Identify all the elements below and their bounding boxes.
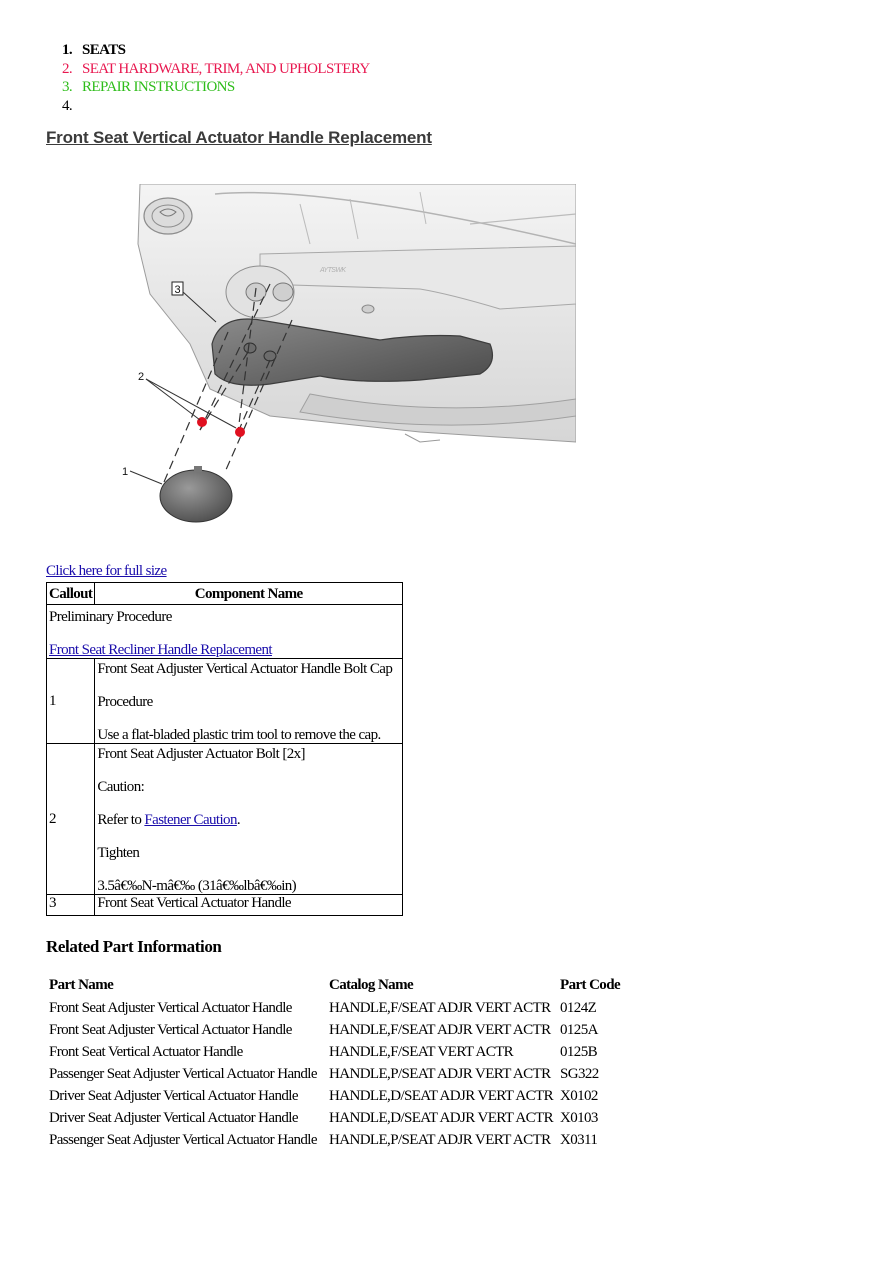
brand-text: AYTSWK <box>320 267 346 274</box>
row-component-name: Front Seat Adjuster Actuator Bolt [2x] <box>97 746 305 762</box>
catalog-name: HANDLE,P/SEAT ADJR VERT ACTR <box>329 1066 551 1082</box>
table-row <box>46 1085 623 1107</box>
header-catalog-name: Catalog Name <box>329 977 414 993</box>
part-name: Passenger Seat Adjuster Vertical Actuator Handle <box>49 1066 317 1082</box>
part-code: 0124Z <box>560 1000 597 1016</box>
related-heading: Related Part Information <box>46 937 222 956</box>
bolt-marker-right <box>235 427 245 437</box>
procedure-text: Use a flat-bladed plastic trim tool to remove the cap. <box>97 727 381 743</box>
component-table-header <box>47 583 403 605</box>
part-name: Front Seat Vertical Actuator Handle <box>49 1044 243 1060</box>
row-component-name: Front Seat Adjuster Vertical Actuator Handle Bolt Cap <box>97 661 393 677</box>
breadcrumb-item-repair-instructions[interactable]: 3. REPAIR INSTRUCTIONS <box>62 79 235 95</box>
torque-value: 3.5â€‰N-mâ€‰ (31â€‰lbâ€‰in) <box>97 878 297 894</box>
recliner-handle-link[interactable]: Front Seat Recliner Handle Replacement <box>49 642 272 658</box>
refer-line: Refer to Fastener Caution. <box>97 812 241 828</box>
table-row <box>46 1129 623 1151</box>
table-row <box>46 997 623 1019</box>
procedure-label: Procedure <box>97 694 153 710</box>
part-code: 0125A <box>560 1022 598 1038</box>
table-row <box>47 744 403 895</box>
callout-1-label: 1 <box>122 466 128 478</box>
callout-3-label: 3 <box>174 284 181 296</box>
breadcrumb-item-seat-hardware[interactable]: 2. SEAT HARDWARE, TRIM, AND UPHOLSTERY <box>62 60 370 77</box>
table-row <box>46 1107 623 1129</box>
part-name: Driver Seat Adjuster Vertical Actuator Handle <box>49 1088 298 1104</box>
caution-label: Caution: <box>97 779 145 795</box>
table-row <box>47 895 403 916</box>
breadcrumb <box>62 41 370 115</box>
part-code: X0102 <box>560 1088 598 1104</box>
table-row <box>47 659 403 744</box>
row-callout: 2 <box>47 744 95 895</box>
part-code: 0125B <box>560 1044 598 1060</box>
fastener-caution-link[interactable]: Fastener Caution <box>144 812 237 828</box>
table-row <box>46 1019 623 1041</box>
tighten-label: Tighten <box>97 845 140 861</box>
preliminary-label: Preliminary Procedure <box>49 609 172 625</box>
parts-header-row <box>46 975 623 997</box>
header-callout: Callout <box>47 583 95 605</box>
catalog-name: HANDLE,F/SEAT ADJR VERT ACTR <box>329 1022 551 1038</box>
row-callout: 3 <box>47 895 95 916</box>
part-name: Passenger Seat Adjuster Vertical Actuator Handle <box>49 1132 317 1148</box>
page-title: Front Seat Vertical Actuator Handle Replacement <box>46 128 432 147</box>
callout-2-label: 2 <box>138 371 144 383</box>
table-row <box>46 1041 623 1063</box>
seat-actuator-diagram[interactable] <box>120 184 576 528</box>
header-component-name: Component Name <box>95 583 403 605</box>
catalog-name: HANDLE,D/SEAT ADJR VERT ACTR <box>329 1110 553 1126</box>
component-table <box>46 582 403 916</box>
part-name: Front Seat Adjuster Vertical Actuator Handle <box>49 1022 292 1038</box>
full-size-link[interactable]: Click here for full size <box>46 563 167 579</box>
row-callout: 1 <box>47 659 95 744</box>
catalog-name: HANDLE,F/SEAT VERT ACTR <box>329 1044 514 1060</box>
catalog-name: HANDLE,P/SEAT ADJR VERT ACTR <box>329 1132 551 1148</box>
catalog-name: HANDLE,D/SEAT ADJR VERT ACTR <box>329 1088 553 1104</box>
part-code: X0103 <box>560 1110 598 1126</box>
catalog-name: HANDLE,F/SEAT ADJR VERT ACTR <box>329 1000 551 1016</box>
row-component-name: Front Seat Vertical Actuator Handle <box>95 895 403 916</box>
related-parts-table <box>46 975 623 1151</box>
table-row <box>46 1063 623 1085</box>
header-part-code: Part Code <box>560 977 620 993</box>
part-code: X0311 <box>560 1132 598 1148</box>
part-code: SG322 <box>560 1066 599 1082</box>
part-name: Driver Seat Adjuster Vertical Actuator Handle <box>49 1110 298 1126</box>
breadcrumb-item-seats[interactable]: 1. SEATS <box>62 42 126 58</box>
header-part-name: Part Name <box>49 977 114 993</box>
part-name: Front Seat Adjuster Vertical Actuator Handle <box>49 1000 292 1016</box>
breadcrumb-item-empty: 4. <box>62 97 73 114</box>
bolt-cap <box>160 470 232 522</box>
table-row-preliminary <box>47 605 403 659</box>
